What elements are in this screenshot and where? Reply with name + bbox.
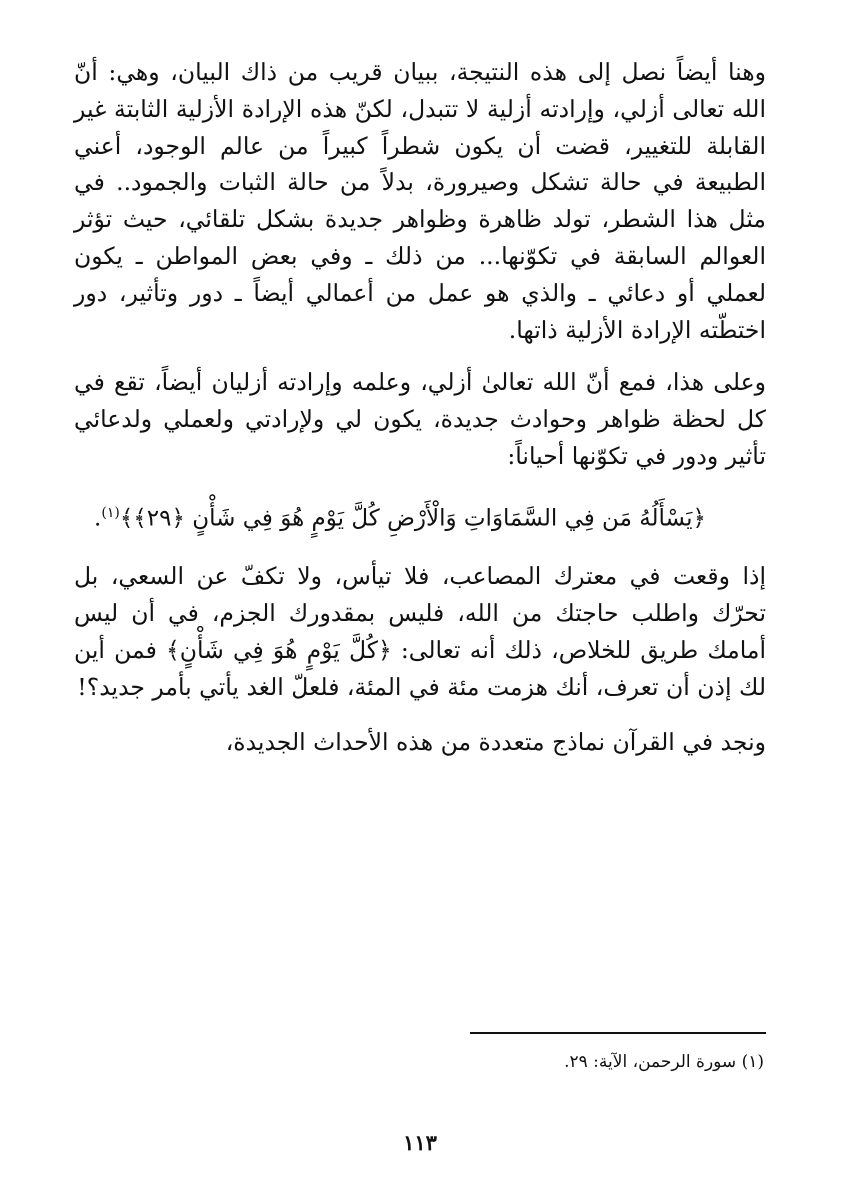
quran-verse xyxy=(74,495,766,537)
paragraph-2: وعلى هذا، فمع أنّ الله تعالىٰ أزلي، وعلمه وإرادته أزليان أيضاً، تقع في كل لحظة ظواهر وحوادث جديدة، يكون لي ولإرادتي ولعملي ولدعائي تأثير ودور في تكوّنها أحياناً: xyxy=(74,368,766,470)
page-number: ١١٣ xyxy=(403,1130,437,1155)
paragraph-3: إذا وقعت في معترك المصاعب، فلا تيأس، ولا تكفّ عن السعي، بل تحرّك واطلب حاجتك من الله، فليس بمقدورك الجزم، في أن ليس أمامك طريق للخلاص، ذلك أنه تعالى: ﴿كُلَّ يَوْمٍ هُوَ فِي شَأْنٍ﴾ فمن أين لك إذن أن تعرف، أنك هزمت مئة في المئة، فلعلّ الغد يأتي بأمر جديد؟! xyxy=(74,562,766,701)
footnote: (١) سورة الرحمن، الآية: ٢٩. xyxy=(564,1052,764,1072)
footnote-separator xyxy=(470,1032,766,1034)
footnote-reference: (١) xyxy=(101,504,120,521)
paragraph-1: وهنا أيضاً نصل إلى هذه النتيجة، ببيان قريب من ذاك البيان، وهي: أنّ الله تعالى أزلي، وإرادته أزلية لا تتبدل، لكنّ هذه الإرادة الأزلية الثابتة غير القابلة للتغيير، قضت أن يكون شطراً كبيراً من عالم الوجود، أعني الطبيعة في حالة تشكل وصيرورة، بدلاً من حالة الثبات والجمود.. في مثل هذا الشطر، تولد ظاهرة وظواهر جديدة بشكل تلقائي، حيث تؤثر العوالم السابقة في تكوّنها... من ذلك ـ وفي بعض المواطن ـ يكون لعملي أو دعائي ـ والذي هو عمل من أعمالي أيضاً ـ دور وتأثير، دور اختطّته الإرادة الأزلية ذاتها. xyxy=(74,58,766,344)
verse-text: ﴿يَسْأَلُهُ مَن فِي السَّمَاوَاتِ وَالْأَرْضِ كُلَّ يَوْمٍ هُوَ فِي شَأْنٍ ﴿٢٩﴾﴾ xyxy=(119,505,706,532)
verse-end-mark: . xyxy=(94,505,102,532)
paragraph-4: ونجد في القرآن نماذج متعددة من هذه الأحداث الجديدة، xyxy=(225,727,766,756)
book-page xyxy=(74,54,766,1154)
